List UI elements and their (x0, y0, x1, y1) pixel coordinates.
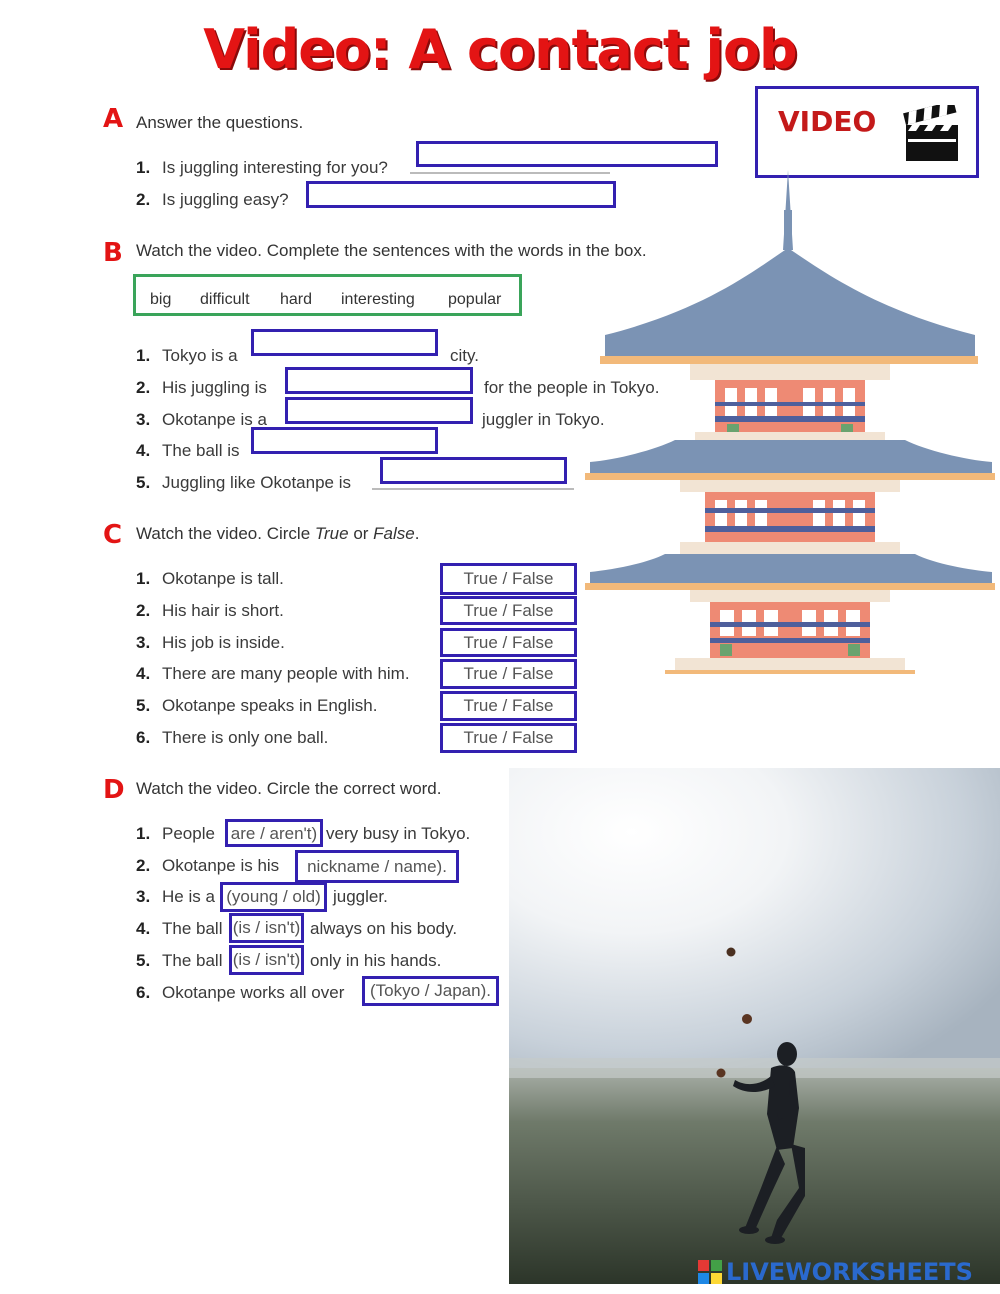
answer-b4-input[interactable] (251, 427, 438, 454)
sentence-d3: 3. He is a (136, 887, 215, 906)
answer-a1-input[interactable] (416, 141, 718, 167)
statement-c3: 3. His job is inside. (136, 633, 285, 652)
sentence-b3-end: juggler in Tokyo. (482, 410, 605, 429)
word-item: hard (280, 291, 313, 308)
section-b-letter: B (103, 238, 123, 268)
sentence-d6: 6. Okotanpe works all over (136, 983, 345, 1002)
answer-b1-input[interactable] (251, 329, 438, 356)
section-d-instruction: Watch the video. Circle the correct word. (136, 779, 442, 798)
true-false-selector-c6[interactable]: True / False (440, 723, 577, 753)
pagoda-illustration (585, 170, 997, 680)
liveworksheets-logo-icon (698, 1260, 722, 1284)
word-item: difficult (200, 291, 250, 308)
page-title: Video: A contact job (203, 18, 797, 81)
true-false-selector-c2[interactable]: True / False (440, 596, 577, 625)
word-choice-d1[interactable]: are / aren't) (225, 819, 323, 847)
sentence-b5: 5. Juggling like Okotanpe is (136, 473, 352, 492)
answer-a2-input[interactable] (306, 181, 616, 208)
section-c-instruction: Watch the video. Circle True or False. (136, 524, 420, 543)
underline (372, 488, 574, 490)
section-d-letter: D (103, 775, 125, 805)
true-false-selector-c3[interactable]: True / False (440, 628, 577, 657)
true-false-selector-c5[interactable]: True / False (440, 691, 577, 721)
underline (410, 172, 610, 174)
sentence-b1-end: city. (450, 346, 479, 365)
sentence-b2-end: for the people in Tokyo. (484, 378, 660, 397)
sentence-d5-end: only in his hands. (310, 951, 442, 970)
sentence-b1: 1. Tokyo is a (136, 346, 238, 365)
word-item: interesting (341, 291, 415, 308)
section-c-letter: C (103, 520, 123, 550)
word-choice-d2[interactable]: nickname / name). (295, 850, 459, 883)
statement-c2: 2. His hair is short. (136, 601, 284, 620)
section-a-letter: A (103, 104, 124, 134)
statement-c6: 6. There is only one ball. (136, 728, 329, 747)
true-false-selector-c1[interactable]: True / False (440, 563, 577, 595)
clapperboard-icon (902, 105, 962, 163)
sentence-d4-end: always on his body. (310, 919, 458, 938)
word-choice-d6[interactable]: (Tokyo / Japan). (362, 976, 499, 1006)
section-a-instruction: Answer the questions. (136, 113, 304, 132)
sentence-d1-end: very busy in Tokyo. (326, 824, 471, 843)
sentence-b3: 3. Okotanpe is a (136, 410, 267, 429)
word-choice-d4[interactable]: (is / isn't) (229, 913, 304, 943)
statement-c5: 5. Okotanpe speaks in English. (136, 696, 378, 715)
question-a1: 1. Is juggling interesting for you? (136, 158, 388, 177)
true-false-selector-c4[interactable]: True / False (440, 659, 577, 689)
answer-b2-input[interactable] (285, 367, 473, 394)
watermark-text: LIVEWORKSHEETS (726, 1258, 973, 1286)
answer-b3-input[interactable] (285, 397, 473, 424)
video-label: VIDEO (778, 105, 877, 138)
video-button[interactable] (755, 86, 979, 178)
statement-c4: 4. There are many people with him. (136, 664, 410, 683)
statement-c1: 1. Okotanpe is tall. (136, 569, 284, 588)
sentence-d4: 4. The ball (136, 919, 223, 938)
word-item: big (150, 291, 172, 308)
section-b-instruction: Watch the video. Complete the sentences with the words in the box. (136, 241, 647, 260)
sentence-b2: 2. His juggling is (136, 378, 267, 397)
question-a2: 2. Is juggling easy? (136, 190, 289, 209)
word-choice-d5[interactable]: (is / isn't) (229, 945, 304, 975)
word-box (133, 274, 522, 316)
sentence-d1: 1. People (136, 824, 215, 843)
sentence-d2: 2. Okotanpe is his (136, 856, 280, 875)
word-item: popular (448, 291, 502, 308)
sentence-d3-end: juggler. (333, 887, 388, 906)
answer-b5-input[interactable] (380, 457, 567, 484)
sentence-d5: 5. The ball (136, 951, 223, 970)
sentence-b4: 4. The ball is (136, 441, 240, 460)
juggler-photo (509, 768, 1000, 1284)
word-choice-d3[interactable]: (young / old) (220, 882, 327, 912)
